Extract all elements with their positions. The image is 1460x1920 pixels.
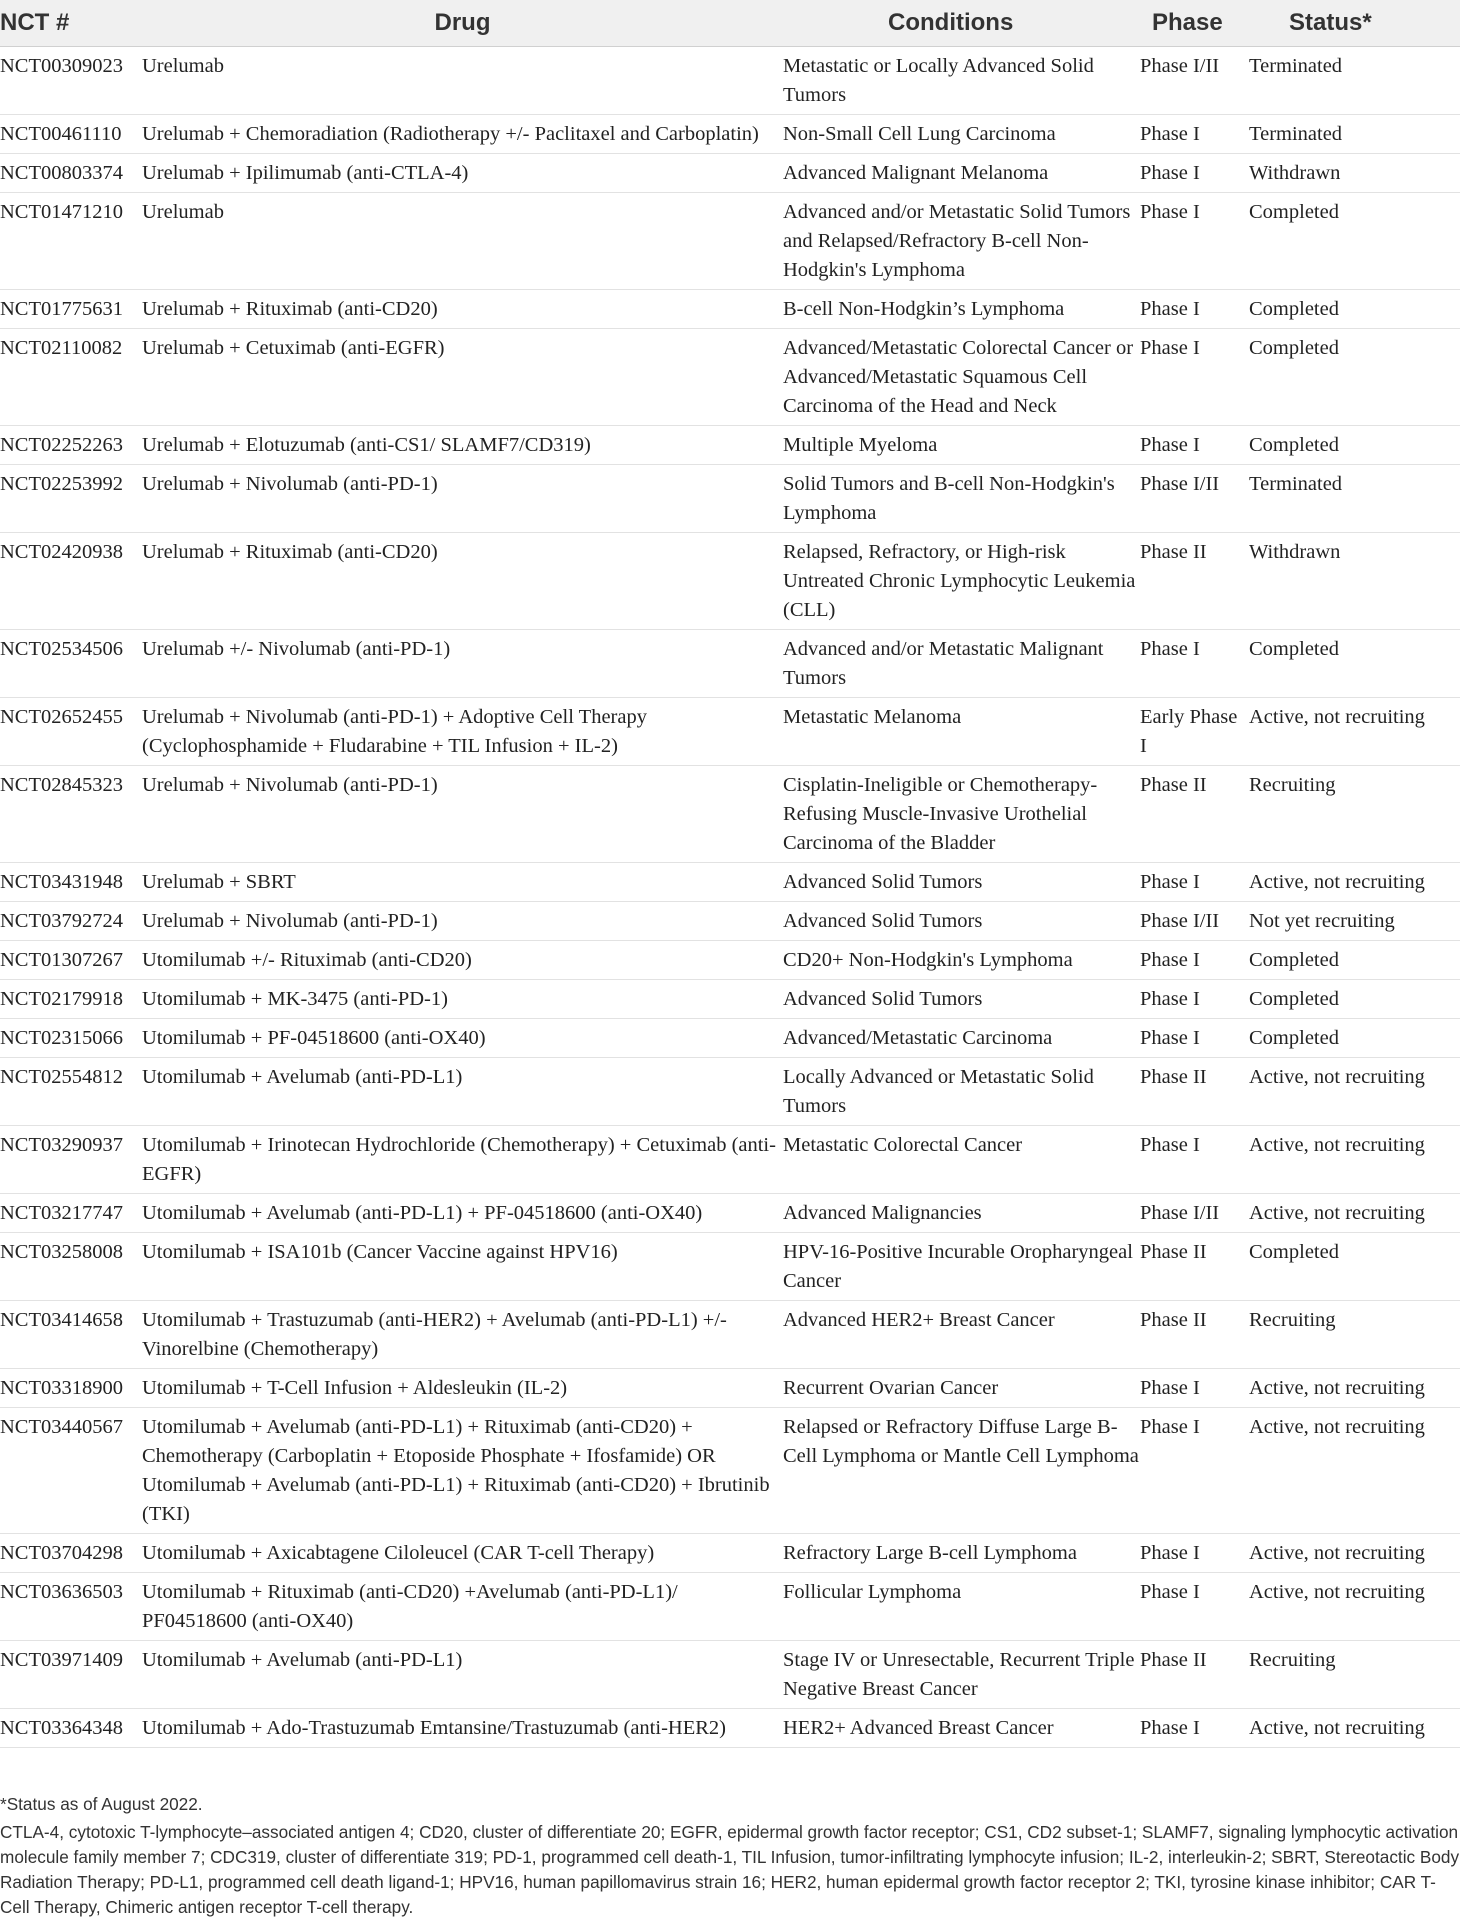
cell-nct: NCT03792724 [0,902,142,941]
cell-conditions: Cisplatin-Ineligible or Chemotherapy-Refusing Muscle-Invasive Urothelial Carcinoma of the Bladder [783,766,1140,863]
cell-conditions: Advanced Solid Tumors [783,980,1140,1019]
cell-status: Completed [1249,980,1460,1019]
cell-drug: Urelumab + Nivolumab (anti-PD-1) [142,902,783,941]
cell-nct: NCT03364348 [0,1709,142,1748]
cell-drug: Urelumab + Ipilimumab (anti-CTLA-4) [142,154,783,193]
table-row [0,1709,1460,1748]
cell-nct: NCT01307267 [0,941,142,980]
cell-phase: Early Phase I [1140,698,1249,766]
cell-nct: NCT03290937 [0,1126,142,1194]
cell-drug: Urelumab + SBRT [142,863,783,902]
table-row [0,1301,1460,1369]
cell-phase: Phase I [1140,630,1249,698]
cell-nct: NCT02315066 [0,1019,142,1058]
cell-drug: Utomilumab + Irinotecan Hydrochloride (Chemotherapy) + Cetuximab (anti-EGFR) [142,1126,783,1194]
cell-conditions: Recurrent Ovarian Cancer [783,1369,1140,1408]
cell-drug: Utomilumab + Rituximab (anti-CD20) +Avelumab (anti-PD-L1)/ PF04518600 (anti-OX40) [142,1573,783,1641]
table-row [0,1058,1460,1126]
cell-status: Active, not recruiting [1249,698,1460,766]
header-phase: Phase [1140,0,1249,47]
cell-drug: Utomilumab + MK-3475 (anti-PD-1) [142,980,783,1019]
cell-drug: Urelumab + Cetuximab (anti-EGFR) [142,329,783,426]
table-row [0,426,1460,465]
table-row [0,1534,1460,1573]
cell-phase: Phase I [1140,863,1249,902]
table-footnotes [0,1792,1460,1920]
cell-phase: Phase II [1140,1233,1249,1301]
cell-phase: Phase I/II [1140,1194,1249,1233]
cell-conditions: Advanced Malignant Melanoma [783,154,1140,193]
cell-drug: Utomilumab + T-Cell Infusion + Aldesleukin (IL-2) [142,1369,783,1408]
table-row [0,1194,1460,1233]
cell-status: Recruiting [1249,766,1460,863]
cell-phase: Phase I [1140,154,1249,193]
cell-status: Active, not recruiting [1249,1709,1460,1748]
cell-status: Not yet recruiting [1249,902,1460,941]
cell-nct: NCT01471210 [0,193,142,290]
cell-phase: Phase II [1140,1301,1249,1369]
cell-nct: NCT02652455 [0,698,142,766]
table-row [0,1573,1460,1641]
cell-conditions: Advanced HER2+ Breast Cancer [783,1301,1140,1369]
cell-phase: Phase I [1140,1573,1249,1641]
cell-status: Terminated [1249,465,1460,533]
cell-conditions: Relapsed, Refractory, or High-risk Untreated Chronic Lymphocytic Leukemia (CLL) [783,533,1140,630]
cell-nct: NCT02420938 [0,533,142,630]
cell-drug: Utomilumab + ISA101b (Cancer Vaccine against HPV16) [142,1233,783,1301]
cell-drug: Utomilumab + Avelumab (anti-PD-L1) [142,1058,783,1126]
cell-drug: Utomilumab + PF-04518600 (anti-OX40) [142,1019,783,1058]
cell-nct: NCT03440567 [0,1408,142,1534]
cell-drug: Urelumab + Rituximab (anti-CD20) [142,533,783,630]
table-row [0,1126,1460,1194]
cell-nct: NCT00803374 [0,154,142,193]
cell-drug: Urelumab + Nivolumab (anti-PD-1) [142,766,783,863]
cell-conditions: CD20+ Non-Hodgkin's Lymphoma [783,941,1140,980]
cell-nct: NCT03318900 [0,1369,142,1408]
table-row [0,766,1460,863]
cell-nct: NCT02179918 [0,980,142,1019]
cell-status: Active, not recruiting [1249,1369,1460,1408]
cell-phase: Phase I [1140,290,1249,329]
table-row [0,329,1460,426]
cell-status: Terminated [1249,115,1460,154]
cell-conditions: Advanced Solid Tumors [783,902,1140,941]
header-drug: Drug [142,0,783,47]
cell-phase: Phase I [1140,1126,1249,1194]
cell-status: Active, not recruiting [1249,863,1460,902]
cell-phase: Phase I [1140,426,1249,465]
table-row [0,1019,1460,1058]
cell-nct: NCT01775631 [0,290,142,329]
cell-nct: NCT03971409 [0,1641,142,1709]
table-row [0,1369,1460,1408]
cell-status: Completed [1249,1019,1460,1058]
cell-conditions: Refractory Large B-cell Lymphoma [783,1534,1140,1573]
table-row [0,902,1460,941]
cell-drug: Urelumab [142,47,783,115]
cell-drug: Utomilumab + Avelumab (anti-PD-L1) + PF-04518600 (anti-OX40) [142,1194,783,1233]
cell-phase: Phase I [1140,941,1249,980]
cell-nct: NCT03431948 [0,863,142,902]
cell-drug: Urelumab + Nivolumab (anti-PD-1) + Adoptive Cell Therapy (Cyclophosphamide + Fludarabine + TIL Infusion + IL-2) [142,698,783,766]
table-row [0,533,1460,630]
cell-conditions: HPV-16-Positive Incurable Oropharyngeal Cancer [783,1233,1140,1301]
cell-drug: Urelumab + Elotuzumab (anti-CS1/ SLAMF7/CD319) [142,426,783,465]
cell-phase: Phase I/II [1140,47,1249,115]
table-row [0,465,1460,533]
cell-phase: Phase I [1140,1369,1249,1408]
cell-conditions: Solid Tumors and B-cell Non-Hodgkin's Lymphoma [783,465,1140,533]
cell-phase: Phase I/II [1140,465,1249,533]
cell-conditions: Metastatic Melanoma [783,698,1140,766]
table-row [0,47,1460,115]
header-row [0,0,1460,47]
table-row [0,698,1460,766]
cell-conditions: Metastatic or Locally Advanced Solid Tumors [783,47,1140,115]
cell-nct: NCT02534506 [0,630,142,698]
cell-status: Active, not recruiting [1249,1408,1460,1534]
cell-drug: Urelumab +/- Nivolumab (anti-PD-1) [142,630,783,698]
cell-nct: NCT00461110 [0,115,142,154]
cell-nct: NCT02253992 [0,465,142,533]
cell-conditions: Advanced and/or Metastatic Malignant Tumors [783,630,1140,698]
abbreviations-footnote: CTLA-4, cytotoxic T-lymphocyte–associated antigen 4; CD20, cluster of differentiate 20; EGFR, epidermal growth factor receptor; CS1, CD2 subset-1; SLAMF7, signaling lymphocytic activation molecule family member 7; CDC319, cluster of differentiate 319; PD-1, programmed cell death-1, TIL Infusion, tumor-infiltrating lymphocyte infusion; IL-2, interleukin-2; SBRT, Stereotactic Body Radiation Therapy; PD-L1, programmed cell death ligand-1; HPV16, human papillomavirus strain 16; HER2, human epidermal growth factor receptor 2; TKI, tyrosine kinase inhibitor; CAR T-Cell Therapy, Chimeric antigen receptor T-cell therapy. [0,1822,1460,1917]
cell-drug: Urelumab + Chemoradiation (Radiotherapy +/- Paclitaxel and Carboplatin) [142,115,783,154]
table-row [0,980,1460,1019]
cell-drug: Utomilumab +/- Rituximab (anti-CD20) [142,941,783,980]
header-nct: NCT # [0,0,142,47]
cell-conditions: Advanced/Metastatic Carcinoma [783,1019,1140,1058]
cell-status: Recruiting [1249,1301,1460,1369]
cell-status: Withdrawn [1249,154,1460,193]
cell-drug: Utomilumab + Avelumab (anti-PD-L1) [142,1641,783,1709]
cell-nct: NCT03704298 [0,1534,142,1573]
status-footnote: *Status as of August 2022. [0,1794,203,1814]
cell-conditions: Multiple Myeloma [783,426,1140,465]
cell-status: Recruiting [1249,1641,1460,1709]
cell-conditions: Advanced Malignancies [783,1194,1140,1233]
cell-phase: Phase II [1140,533,1249,630]
cell-status: Active, not recruiting [1249,1194,1460,1233]
cell-phase: Phase II [1140,1058,1249,1126]
cell-drug: Urelumab + Rituximab (anti-CD20) [142,290,783,329]
cell-conditions: B-cell Non-Hodgkin’s Lymphoma [783,290,1140,329]
table-row [0,154,1460,193]
cell-status: Active, not recruiting [1249,1058,1460,1126]
cell-status: Completed [1249,193,1460,290]
cell-drug: Utomilumab + Avelumab (anti-PD-L1) + Rituximab (anti-CD20) + Chemotherapy (Carboplatin + Etoposide Phosphate + Ifosfamide) OR Utomilumab + Avelumab (anti-PD-L1) + Rituximab (anti-CD20) + Ibrutinib (TKI) [142,1408,783,1534]
cell-status: Withdrawn [1249,533,1460,630]
table-row [0,290,1460,329]
cell-conditions: Non-Small Cell Lung Carcinoma [783,115,1140,154]
cell-status: Terminated [1249,47,1460,115]
cell-nct: NCT03636503 [0,1573,142,1641]
cell-status: Active, not recruiting [1249,1126,1460,1194]
cell-nct: NCT03258008 [0,1233,142,1301]
cell-conditions: Stage IV or Unresectable, Recurrent Triple Negative Breast Cancer [783,1641,1140,1709]
cell-phase: Phase II [1140,1641,1249,1709]
cell-status: Completed [1249,426,1460,465]
cell-nct: NCT02110082 [0,329,142,426]
cell-status: Active, not recruiting [1249,1534,1460,1573]
cell-drug: Urelumab + Nivolumab (anti-PD-1) [142,465,783,533]
table-row [0,941,1460,980]
table-row [0,1408,1460,1534]
cell-phase: Phase I [1140,329,1249,426]
cell-phase: Phase I [1140,1534,1249,1573]
cell-conditions: HER2+ Advanced Breast Cancer [783,1709,1140,1748]
table-row [0,863,1460,902]
cell-phase: Phase I [1140,193,1249,290]
cell-nct: NCT03414658 [0,1301,142,1369]
cell-drug: Utomilumab + Trastuzumab (anti-HER2) + Avelumab (anti-PD-L1) +/- Vinorelbine (Chemotherapy) [142,1301,783,1369]
cell-nct: NCT00309023 [0,47,142,115]
table-row [0,630,1460,698]
cell-status: Completed [1249,290,1460,329]
table-row [0,1233,1460,1301]
cell-phase: Phase I [1140,1019,1249,1058]
cell-conditions: Advanced and/or Metastatic Solid Tumors and Relapsed/Refractory B-cell Non-Hodgkin's Lymphoma [783,193,1140,290]
cell-drug: Utomilumab + Ado-Trastuzumab Emtansine/Trastuzumab (anti-HER2) [142,1709,783,1748]
cell-status: Completed [1249,941,1460,980]
cell-conditions: Locally Advanced or Metastatic Solid Tumors [783,1058,1140,1126]
cell-conditions: Follicular Lymphoma [783,1573,1140,1641]
cell-phase: Phase II [1140,766,1249,863]
table-body [0,47,1460,1748]
cell-conditions: Relapsed or Refractory Diffuse Large B-Cell Lymphoma or Mantle Cell Lymphoma [783,1408,1140,1534]
header-status: Status* [1249,0,1460,47]
cell-drug: Urelumab [142,193,783,290]
cell-nct: NCT02554812 [0,1058,142,1126]
cell-nct: NCT02252263 [0,426,142,465]
cell-phase: Phase I [1140,980,1249,1019]
cell-phase: Phase I/II [1140,902,1249,941]
cell-status: Completed [1249,630,1460,698]
cell-status: Completed [1249,329,1460,426]
cell-status: Completed [1249,1233,1460,1301]
cell-drug: Utomilumab + Axicabtagene Ciloleucel (CAR T-cell Therapy) [142,1534,783,1573]
table-header [0,0,1460,47]
cell-conditions: Advanced/Metastatic Colorectal Cancer or Advanced/Metastatic Squamous Cell Carcinoma of the Head and Neck [783,329,1140,426]
cell-nct: NCT02845323 [0,766,142,863]
table-row [0,1641,1460,1709]
cell-phase: Phase I [1140,115,1249,154]
table-row [0,115,1460,154]
cell-phase: Phase I [1140,1709,1249,1748]
cell-phase: Phase I [1140,1408,1249,1534]
cell-conditions: Advanced Solid Tumors [783,863,1140,902]
table-row [0,193,1460,290]
cell-nct: NCT03217747 [0,1194,142,1233]
cell-conditions: Metastatic Colorectal Cancer [783,1126,1140,1194]
cell-status: Active, not recruiting [1249,1573,1460,1641]
header-conditions: Conditions [783,0,1140,47]
